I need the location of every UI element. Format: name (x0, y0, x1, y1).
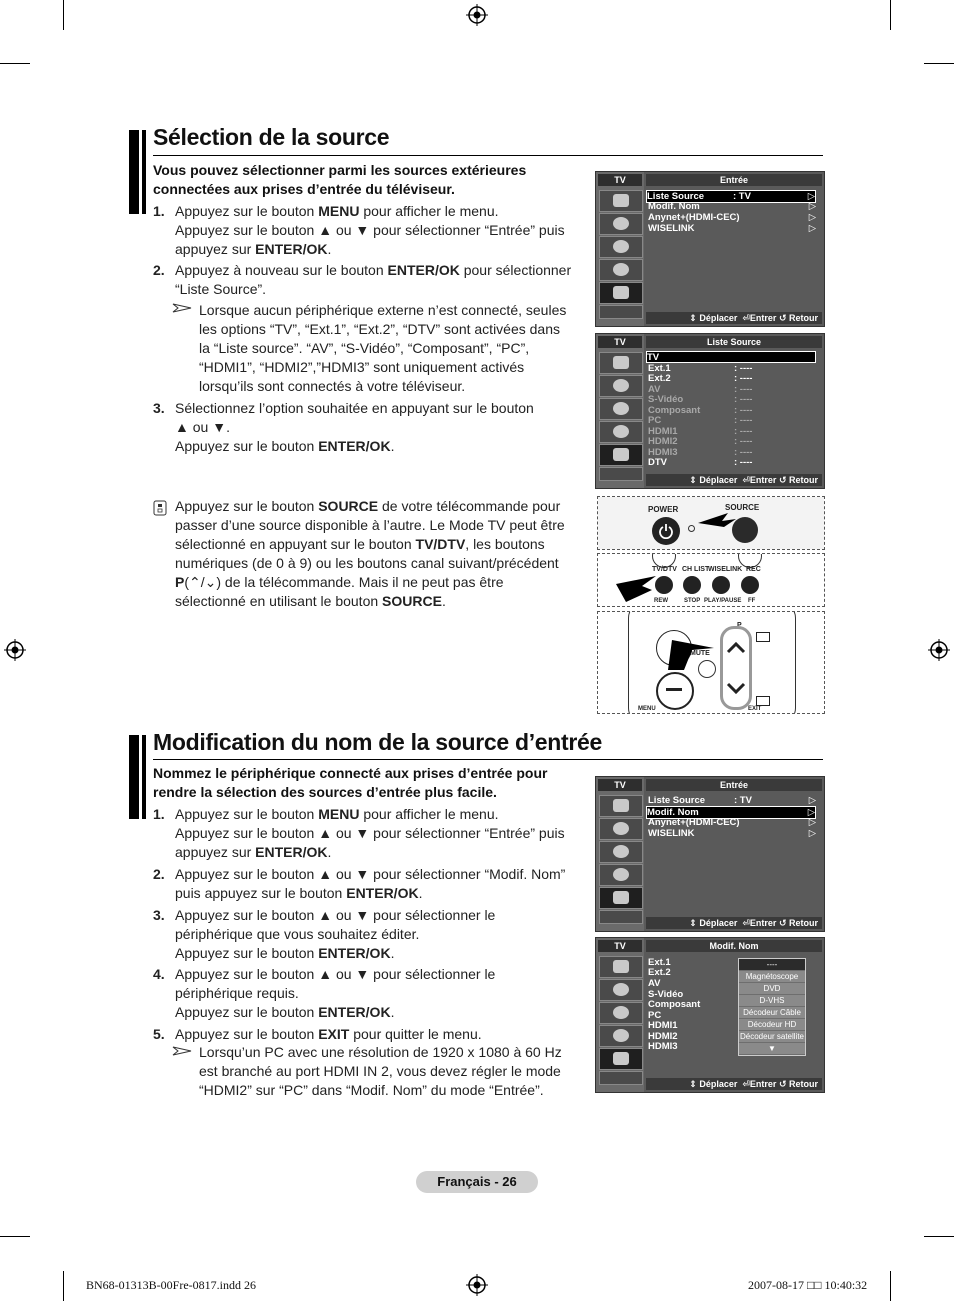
power-icon (658, 523, 674, 539)
device-item-hdmi3[interactable]: HDMI3 (648, 1041, 678, 1052)
move-icon: ⇕ (689, 918, 700, 928)
setup-icon (599, 1025, 643, 1047)
return-icon: ↺ (778, 918, 789, 928)
dropdown-option[interactable]: Magnétoscope (739, 971, 805, 983)
remote-tip-icon (153, 500, 167, 516)
section-bar (129, 735, 139, 819)
scroll-down-icon[interactable]: ▼ (739, 1043, 805, 1055)
menu-footer: ⇕ Déplacer ⏎Entrer ↺ Retour (646, 474, 822, 486)
note-text: Lorsque aucun périphérique externe n’est connecté, seules les options “TV”, “Ext.1”, “Ext.2”, “DTV” sont activées dans la “Liste source”. “AV”, “S-Vidéo”, “Composant”, “PC”, “HDMI1”, “HDMI2”,”HDMI3” sont uniquement activés lorsqu’ils sont connectés à votre téléviseur. (199, 302, 567, 394)
chlist-button[interactable] (683, 576, 701, 594)
input-icon (599, 282, 643, 304)
tip-text: Appuyez sur le bouton SOURCE de votre télécommande pour passer d’une source disponible à l’autre. Le Mode TV peut être sélectionné en appuyant sur le bouton TV/DTV, les boutons numériques (de 0 à 9) ou les boutons canal suivant/précédent P(⌃/⌄) de la télécommande. Mais il ne peut pas être sélectionné en utilisant le bouton SOURCE. (175, 498, 565, 609)
device-item-ext2[interactable]: Ext.2 (648, 967, 671, 978)
source-item-hdmi2: HDMI2 : ---- (648, 436, 753, 447)
enter-icon: ⏎ (742, 1079, 750, 1089)
ch-up-icon (756, 632, 770, 642)
note-text: Lorsqu’un PC avec une résolution de 1920 x 1080 à 60 Hz est branché au port HDMI IN 2, vous devez régler le mode “HDMI2” sur “PC” dans “Modif. Nom” du mode “Entrée”. (199, 1044, 562, 1098)
source-item-dtv[interactable]: DTV : ---- (648, 457, 753, 468)
source-item-svideo: S-Vidéo : ---- (648, 394, 753, 405)
input-icon (599, 444, 643, 466)
menu-sidebar: TV (596, 777, 644, 931)
enter-icon: ⏎ (742, 313, 750, 323)
source-item-hdmi1: HDMI1 : ---- (648, 426, 753, 437)
volume-down-button[interactable] (656, 672, 694, 710)
step-3: 3. Appuyez sur le bouton ▲ ou ▼ pour sélectionner le périphérique que vous souhaitez éditer. Appuyez sur le bouton ENTER/OK. (153, 907, 496, 961)
title-rule (153, 155, 823, 156)
sound-icon (599, 375, 643, 397)
device-item-svideo[interactable]: S-Vidéo (648, 989, 684, 1000)
picture-icon (599, 956, 643, 978)
dropdown-option[interactable]: ---- (739, 959, 805, 971)
source-item-av: AV : ---- (648, 384, 753, 395)
section-title: Sélection de la source (153, 124, 390, 150)
arrow-note-icon (172, 1046, 192, 1056)
pointer-arrow-icon (698, 509, 738, 529)
wiselink-button[interactable] (712, 576, 730, 594)
enter-icon: ⏎ (742, 475, 750, 485)
input-icon (599, 887, 643, 909)
menu-footer: ⇕ Déplacer ⏎Entrer ↺ Retour (646, 917, 822, 929)
step-5: 5. Appuyez sur le bouton EXIT pour quitter le menu. (153, 1026, 482, 1042)
move-icon: ⇕ (689, 1079, 700, 1089)
registration-mark-icon (466, 1274, 488, 1296)
return-icon: ↺ (778, 1079, 789, 1089)
remote-panel-channel: MUTE P MENU EXIT (597, 611, 825, 714)
source-item-hdmi3: HDMI3 : ---- (648, 447, 753, 458)
timestamp-slug: 2007-08-17 □□ 10:40:32 (748, 1278, 868, 1292)
crop-mark (924, 63, 954, 64)
device-item-ext1[interactable]: Ext.1 (648, 957, 671, 968)
menu-sidebar: TV (596, 938, 644, 1092)
tv-menu-entree: TV Entrée Liste Source : TV ▷ Modif. Nom ▷ Anynet+(HDMI-CEC) ▷ WISELINK ▷ ⇕ Déplacer ⏎Entrer ↺ Retour (595, 171, 825, 327)
crop-mark (63, 1271, 64, 1301)
menu-item-liste-source[interactable]: Liste Source : TV ▷ (647, 191, 815, 202)
section-title: Modification du nom de la source d’entrée (153, 729, 603, 755)
support-icon (599, 305, 643, 319)
chevron-up-icon (723, 638, 749, 658)
step-2: 2. Appuyez sur le bouton ▲ ou ▼ pour sélectionner “Modif. Nom” puis appuyez sur le bouton ENTER/OK. (153, 866, 566, 901)
crop-mark (0, 1236, 30, 1237)
ch-down-icon (756, 696, 770, 706)
channel-icon (599, 841, 643, 863)
arrow-note-icon (172, 303, 192, 313)
section-intro: Nommez le périphérique connecté aux prises d’entrée pour rendre la sélection des sources d’entrée plus facile. (153, 765, 548, 800)
step-3: 3. Sélectionnez l’option souhaitée en appuyant sur le bouton ▲ ou ▼. Appuyez sur le bouton ENTER/OK. (153, 400, 534, 454)
file-slug: BN68-01313B-00Fre-0817.indd 26 (86, 1278, 256, 1292)
move-icon: ⇕ (689, 313, 700, 323)
device-name-dropdown[interactable] (738, 958, 806, 1056)
remote-panel-power: POWER SOURCE (597, 496, 825, 550)
support-icon (599, 1071, 643, 1085)
device-item-pc[interactable]: PC (648, 1010, 662, 1021)
tv-menu-entree-2: TV Entrée Liste Source : TV ▷ Modif. Nom ▷ Anynet+(HDMI-CEC) ▷ WISELINK ▷ ⇕ Déplacer ⏎Entrer ↺ Retour (595, 776, 825, 932)
chevron-down-icon (723, 678, 749, 698)
pointer-arrow-icon (658, 630, 718, 670)
registration-mark-icon (4, 639, 26, 661)
channel-icon (599, 236, 643, 258)
input-icon (599, 1048, 643, 1070)
step-2: 2. Appuyez à nouveau sur le bouton ENTER/OK pour sélectionner “Liste Source”. (153, 262, 572, 297)
section-bar (129, 130, 139, 214)
setup-icon (599, 259, 643, 281)
picture-icon (599, 352, 643, 374)
title-rule (153, 759, 823, 760)
picture-icon (599, 190, 643, 212)
menu-item-modif-nom[interactable]: Modif. Nom ▷ (648, 201, 816, 212)
crop-mark (63, 0, 64, 30)
sound-icon (599, 818, 643, 840)
section-bar (142, 735, 146, 819)
setup-icon (599, 421, 643, 443)
menu-footer: ⇕ Déplacer ⏎Entrer ↺ Retour (646, 1078, 822, 1090)
menu-item-wiselink[interactable]: WISELINK ▷ (648, 223, 816, 234)
registration-mark-icon (466, 4, 488, 26)
crop-mark (890, 1271, 891, 1301)
step-1: 1. Appuyez sur le bouton MENU pour afficher le menu. Appuyez sur le bouton ▲ ou ▼ pour sélectionner “Entrée” puis appuyez sur ENTER/OK. (153, 806, 565, 860)
rec-button[interactable] (741, 576, 759, 594)
menu-item-wiselink[interactable]: WISELINK ▷ (648, 828, 816, 839)
menu-footer: ⇕ Déplacer ⏎Entrer ↺ Retour (646, 312, 822, 324)
setup-icon (599, 864, 643, 886)
device-item-hdmi1[interactable]: HDMI1 (648, 1020, 678, 1031)
source-item-composant: Composant : ---- (648, 405, 753, 416)
enter-icon: ⏎ (742, 918, 750, 928)
menu-item-anynet[interactable]: Anynet+(HDMI-CEC) ▷ (648, 212, 816, 223)
registration-mark-icon (928, 639, 950, 661)
menu-item-anynet[interactable]: Anynet+(HDMI-CEC) ▷ (648, 817, 816, 828)
tv-menu-liste-source: TV Liste Source TV Ext.1 : ---- Ext.2 : ---- AV : ---- S-Vidéo : ---- Composant : ---- PC : ---- HDMI1 : ---- HDMI2 : ---- HDMI3 : ---- DTV : ---- ⇕ Déplacer ⏎Entrer ↺ Retour (595, 333, 825, 489)
sound-icon (599, 213, 643, 235)
source-item-ext1[interactable]: Ext.1 : ---- (648, 363, 753, 374)
step-4: 4. Appuyez sur le bouton ▲ ou ▼ pour sélectionner le périphérique requis. Appuyez sur le bouton ENTER/OK. (153, 966, 496, 1020)
support-icon (599, 910, 643, 924)
sound-icon (599, 979, 643, 1001)
page-number-badge: Français - 26 (416, 1171, 538, 1193)
move-icon: ⇕ (689, 475, 700, 485)
crop-mark (924, 1236, 954, 1237)
source-item-tv[interactable]: TV (646, 351, 816, 363)
crop-mark (0, 63, 30, 64)
dropdown-option[interactable]: Décodeur satellite (739, 1032, 805, 1041)
return-icon: ↺ (778, 313, 789, 323)
remote-panel-tvdtv: TV/DTV CH LIST WISELINK REC REW STOP PLAY/PAUSE FF (597, 553, 825, 607)
menu-item-liste-source[interactable]: Liste Source : TV ▷ (648, 795, 816, 806)
source-item-ext2[interactable]: Ext.2 : ---- (648, 373, 753, 384)
channel-icon (599, 1002, 643, 1024)
dropdown-option[interactable]: Décodeur HD (739, 1019, 805, 1031)
dropdown-option[interactable]: DVD (739, 983, 805, 995)
dropdown-option[interactable]: Décodeur Câble (739, 1007, 805, 1019)
return-icon: ↺ (778, 475, 789, 485)
menu-sidebar: TV (596, 334, 644, 488)
device-item-av[interactable]: AV (648, 978, 661, 989)
section-intro: Vous pouvez sélectionner parmi les sources extérieures connectées aux prises d’entrée du téléviseur. (153, 162, 527, 197)
menu-item-modif-nom[interactable]: Modif. Nom ▷ (647, 807, 815, 818)
source-item-pc: PC : ---- (648, 415, 753, 426)
section-bar (142, 130, 146, 214)
crop-mark (890, 0, 891, 30)
dropdown-option[interactable]: D-VHS (739, 995, 805, 1007)
tv-menu-modif-nom: TV Modif. Nom Ext.1 Ext.2 AV S-Vidéo Composant PC HDMI1 HDMI2 HDMI3 ---- Magnétoscope DVD D-VHS Décodeur Câble Décodeur HD Décodeur satellite ▼ ⇕ Déplacer ⏎Entrer ↺ Retour (595, 937, 825, 1093)
support-icon (599, 467, 643, 481)
device-item-composant[interactable]: Composant (648, 999, 701, 1010)
step-1: 1. Appuyez sur le bouton MENU pour afficher le menu. Appuyez sur le bouton ▲ ou ▼ pour sélectionner “Entrée” puis appuyez sur ENTER/OK. (153, 203, 565, 257)
menu-sidebar: TV (596, 172, 644, 326)
picture-icon (599, 795, 643, 817)
device-item-hdmi2[interactable]: HDMI2 (648, 1031, 678, 1042)
channel-icon (599, 398, 643, 420)
